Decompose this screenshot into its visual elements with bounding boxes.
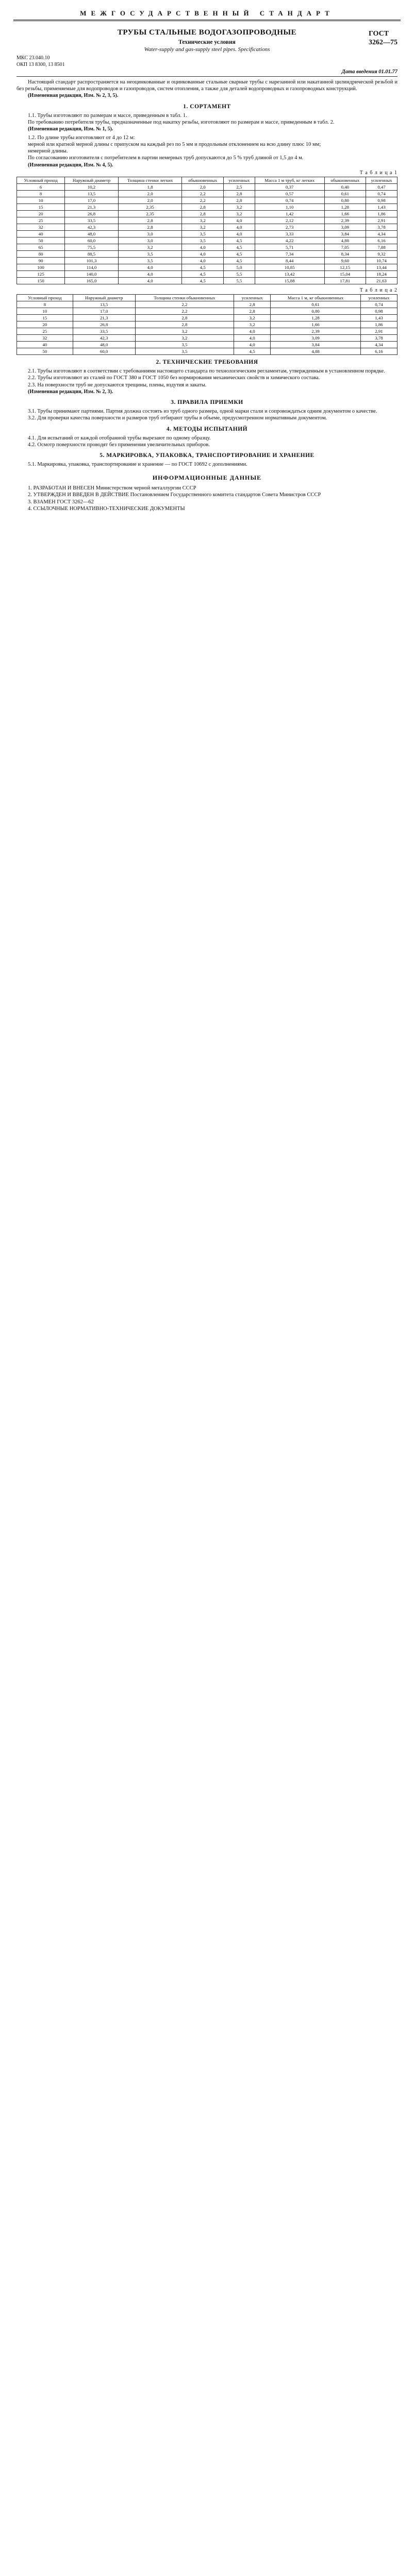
table-1-cell: 5,5 (223, 278, 255, 284)
table-1-header-cell: обыкновенных (324, 177, 366, 184)
table-1-cell: 125 (17, 271, 65, 278)
table-1-cell: 4,0 (223, 231, 255, 238)
table-1-cell: 2,8 (182, 204, 224, 211)
table-1-row (17, 217, 398, 224)
table-2-row (17, 342, 398, 348)
s3-paragraph: 3.2. Для проверки качества поверхности и размеров труб отбирают трубы в объеме, предусмотренном нормативным документом. (28, 415, 327, 421)
table-2-cell: 3,5 (135, 342, 234, 348)
gost-label: ГОСТ (369, 30, 389, 38)
table-2-cell: 1,28 (271, 315, 361, 321)
table-2-cell: 4,5 (234, 348, 271, 355)
table-1-row (17, 191, 398, 197)
table-2-cell: 3,84 (271, 342, 361, 348)
table-1-cell: 3,84 (324, 231, 366, 238)
table-1-cell: 4,0 (223, 224, 255, 231)
s1-paragraph: По требованию потребителя трубы, предназначенные под накатку резьбы, изготовляют по размерам и массе, приведенным в табл. 2. (28, 120, 335, 126)
table-2-cell: 4,0 (234, 335, 271, 342)
table-1-cell: 4,0 (223, 217, 255, 224)
table-1-cell: 4,5 (182, 264, 224, 271)
section-4-heading: 4. МЕТОДЫ ИСПЫТАНИЙ (166, 426, 248, 432)
table-2-cell: 17,0 (73, 308, 135, 315)
table-2-row (17, 301, 398, 308)
table-1-cell: 8,44 (255, 258, 324, 264)
table-1-cell: 4,34 (366, 231, 398, 238)
table-2-cell: 21,3 (73, 315, 135, 321)
table-2 (16, 294, 398, 355)
table-1-cell: 3,5 (182, 231, 224, 238)
table-2-cell: 6,16 (360, 348, 397, 355)
table-1-cell: 3,0 (118, 238, 182, 244)
table-1-cell: 5,71 (255, 244, 324, 251)
table-1-cell: 2,8 (223, 197, 255, 204)
table-2-cell: 0,80 (271, 308, 361, 315)
table-2-cell: 4,88 (271, 348, 361, 355)
table-1-cell: 165,0 (65, 278, 119, 284)
table-1-cell: 17,0 (65, 197, 119, 204)
table-1-cell: 15,04 (324, 271, 366, 278)
table-1-cell: 48,0 (65, 231, 119, 238)
table-1-cell: 8 (17, 191, 65, 197)
gost-number: 3262—75 (369, 39, 398, 46)
table-1-cell: 4,0 (182, 244, 224, 251)
table-1-cell: 0,47 (366, 184, 398, 191)
table-2-cell: 1,86 (360, 321, 397, 328)
table-2-row (17, 315, 398, 321)
table-1-cell: 21,63 (366, 278, 398, 284)
table-2-cell: 3,2 (135, 335, 234, 342)
table-1-cell: 2,35 (118, 204, 182, 211)
table-1-cell: 5,5 (223, 271, 255, 278)
table-1-header-cell: Наружный диаметр (65, 177, 119, 184)
table-1-cell: 1,86 (366, 211, 398, 217)
table-1-row (17, 264, 398, 271)
table-1-cell: 33,5 (65, 217, 119, 224)
table-1-cell: 15 (17, 204, 65, 211)
table-1-cell: 3,5 (182, 238, 224, 244)
s1-paragraph: мерной или кратной мерной длины с припуском на каждый рез по 5 мм и продольным отклонением на всю длину плюс 10 мм; (28, 142, 321, 148)
table-1-row (17, 278, 398, 284)
document-subtitle: Технические условия (178, 39, 236, 45)
table-2-cell: 2,8 (135, 321, 234, 328)
table-1-cell: 2,8 (182, 211, 224, 217)
table-2-cell: 0,98 (360, 308, 397, 315)
table-1-cell: 0,40 (324, 184, 366, 191)
table-1-cell: 7,88 (366, 244, 398, 251)
table-1-cell: 4,0 (118, 278, 182, 284)
table-1-cell: 3,2 (182, 217, 224, 224)
table-1-cell: 40 (17, 231, 65, 238)
table-1-cell: 10,74 (366, 258, 398, 264)
table-2-row (17, 308, 398, 315)
table-1-cell: 2,12 (255, 217, 324, 224)
table-2-header-cell: усиленных (360, 295, 397, 301)
table-1-cell: 4,88 (324, 238, 366, 244)
table-1-cell: 2,0 (118, 191, 182, 197)
table-1-cell: 8,34 (324, 251, 366, 258)
table-1-cell: 90 (17, 258, 65, 264)
info-heading: ИНФОРМАЦИОННЫЕ ДАННЫЕ (152, 474, 262, 482)
table-1-cell: 6 (17, 184, 65, 191)
table-2-cell: 42,3 (73, 335, 135, 342)
table-1-cell: 0,74 (255, 197, 324, 204)
table-1-cell: 2,8 (118, 217, 182, 224)
s3-paragraph: 3.1. Трубы принимают партиями. Партия должна состоять из труб одного размера, одной марки стали и сопровождаться одним документом о качестве. (28, 409, 377, 415)
table-1-cell: 4,5 (223, 238, 255, 244)
table-1-header-cell: Масса 1 м труб, кг легких (255, 177, 324, 184)
section-5-heading: 5. МАРКИРОВКА, УПАКОВКА, ТРАНСПОРТИРОВАНИЕ И ХРАНЕНИЕ (100, 452, 314, 459)
s2-paragraph: 2.3. На поверхности труб не допускаются трещины, плены, вздутия и закаты. (28, 382, 207, 388)
table-2-cell: 32 (17, 335, 73, 342)
table-1-cell: 1,10 (255, 204, 324, 211)
table-1-cell: 3,09 (324, 224, 366, 231)
table-1-cell: 2,0 (118, 197, 182, 204)
title-block (16, 28, 398, 68)
table-2-cell: 2,39 (271, 328, 361, 335)
table-2-header-cell: Масса 1 м, кг обыкновенных (271, 295, 361, 301)
table-1-cell: 2,35 (118, 211, 182, 217)
table-1-cell: 18,24 (366, 271, 398, 278)
table-1-cell: 4,0 (118, 264, 182, 271)
table-1-cell: 7,05 (324, 244, 366, 251)
table-1-cell: 3,2 (118, 244, 182, 251)
effective-date: Дата введения 01.01.77 (16, 69, 398, 77)
table-1-cell: 2,39 (324, 217, 366, 224)
info-item: 1. РАЗРАБОТАН И ВНЕСЕН Министерством черной металлургии СССР (28, 485, 196, 492)
table-2-cell: 3,09 (271, 335, 361, 342)
table-1-cell: 2,8 (223, 191, 255, 197)
table-1-cell: 10 (17, 197, 65, 204)
table-1-cell: 9,60 (324, 258, 366, 264)
table-2-cell: 3,78 (360, 335, 397, 342)
table-1-cell: 88,5 (65, 251, 119, 258)
table-1-row (17, 251, 398, 258)
s5-paragraph: 5.1. Маркировка, упаковка, транспортирование и хранение — по ГОСТ 10692 с дополнениями. (28, 462, 247, 468)
table-2-cell: 60,0 (73, 348, 135, 355)
table-1-cell: 2,2 (182, 191, 224, 197)
table-1-header-cell: усиленных (223, 177, 255, 184)
table-2-cell: 26,8 (73, 321, 135, 328)
table-1-cell: 4,5 (223, 251, 255, 258)
table-1-cell: 1,42 (255, 211, 324, 217)
table-2-cell: 2,2 (135, 301, 234, 308)
table-1-row (17, 204, 398, 211)
table-2-cell: 0,61 (271, 301, 361, 308)
info-item: 2. УТВЕРЖДЕН И ВВЕДЕН В ДЕЙСТВИЕ Постановлением Государственного комитета стандартов Совета Министров СССР (28, 492, 321, 498)
info-item: 3. ВЗАМЕН ГОСТ 3262—62 (28, 499, 94, 505)
table-1-cell: 50 (17, 238, 65, 244)
table-2-cell: 8 (17, 301, 73, 308)
table-1-cell: 3,0 (118, 231, 182, 238)
table-1-cell: 3,5 (118, 258, 182, 264)
table-1-cell: 4,5 (182, 271, 224, 278)
table-2-cell: 25 (17, 328, 73, 335)
table-1-cell: 5,0 (223, 264, 255, 271)
table-2-header-cell: Условный проход (17, 295, 73, 301)
table-1-cell: 150 (17, 278, 65, 284)
table-2-cell: 2,2 (135, 308, 234, 315)
table-2-header-cell: Наружный диаметр (73, 295, 135, 301)
table-1-cell: 25 (17, 217, 65, 224)
table-1-cell: 3,2 (223, 204, 255, 211)
table-1-row (17, 224, 398, 231)
s1-note: (Измененная редакция, Изм. № 1, 5). (28, 126, 113, 132)
table-2-cell: 40 (17, 342, 73, 348)
table-1-cell: 42,3 (65, 224, 119, 231)
table-2-cell: 1,43 (360, 315, 397, 321)
table-2-cell: 4,34 (360, 342, 397, 348)
table-1-cell: 12,15 (324, 264, 366, 271)
table-1-cell: 15,88 (255, 278, 324, 284)
table-1-cell: 1,66 (324, 211, 366, 217)
table-1-cell: 10,85 (255, 264, 324, 271)
table-1-header-cell: Толщина стенки легких (118, 177, 182, 184)
table-1-cell: 2,2 (182, 197, 224, 204)
s4-paragraph: 4.1. Для испытаний от каждой отобранной трубы вырезают по одному образцу. (28, 435, 211, 441)
table-1-cell: 140,0 (65, 271, 119, 278)
table-1-row (17, 231, 398, 238)
table-1-cell: 1,43 (366, 204, 398, 211)
table-1-cell: 17,81 (324, 278, 366, 284)
info-item: 4. ССЫЛОЧНЫЕ НОРМАТИВНО-ТЕХНИЧЕСКИЕ ДОКУМЕНТЫ (28, 505, 185, 512)
table-1-cell: 10,2 (65, 184, 119, 191)
table-2-cell: 3,5 (135, 348, 234, 355)
table-1-header-cell: обыкновенных (182, 177, 224, 184)
table-1-cell: 13,5 (65, 191, 119, 197)
table-1-cell: 4,0 (182, 251, 224, 258)
table-2-row (17, 335, 398, 342)
table-1-cell: 0,37 (255, 184, 324, 191)
document-subtitle-en: Water-supply and gas-supply steel pipes. Specifications (144, 46, 270, 53)
table-1-cell: 2,73 (255, 224, 324, 231)
section-2-heading: 2. ТЕХНИЧЕСКИЕ ТРЕБОВАНИЯ (156, 359, 258, 366)
table-1-cell: 0,57 (255, 191, 324, 197)
s2-paragraph: 2.1. Трубы изготовляют в соответствии с требованиями настоящего стандарта по технологическим регламентам, утвержденным в установленном порядке. (28, 368, 385, 375)
s1-paragraph: По согласованию изготовителя с потребителем в партии немерных труб допускаются до 5 % труб длиной от 1,5 до 4 м. (28, 155, 304, 161)
table-1-cell: 1,28 (324, 204, 366, 211)
table-1-cell: 4,0 (118, 271, 182, 278)
table-1-cell: 2,91 (366, 217, 398, 224)
gost-designation (369, 29, 398, 47)
table-1-cell: 2,8 (118, 224, 182, 231)
table-1 (16, 177, 398, 284)
table-1-row (17, 184, 398, 191)
table-1-cell: 26,8 (65, 211, 119, 217)
table-2-cell: 0,74 (360, 301, 397, 308)
table-1-row (17, 244, 398, 251)
table-1-row (17, 211, 398, 217)
table-2-cell: 3,2 (234, 321, 271, 328)
table-1-cell: 65 (17, 244, 65, 251)
table-1-row (17, 258, 398, 264)
table-2-cell: 13,5 (73, 301, 135, 308)
section-3-heading: 3. ПРАВИЛА ПРИЕМКИ (171, 399, 243, 406)
table-1-cell: 4,5 (223, 258, 255, 264)
intro-amendment-note: (Измененная редакция, Изм. № 2, 3, 5). (28, 93, 119, 99)
mks-code: МКС 23.040.10 (16, 55, 50, 61)
table-2-header-cell: усиленных (234, 295, 271, 301)
table-1-cell: 3,2 (223, 211, 255, 217)
table-2-cell: 4,0 (234, 342, 271, 348)
table-1-label: Т а б л и ц а 1 (359, 170, 398, 176)
table-2-cell: 2,91 (360, 328, 397, 335)
table-1-cell: 7,34 (255, 251, 324, 258)
table-1-cell: 1,8 (118, 184, 182, 191)
table-1-cell: 101,3 (65, 258, 119, 264)
okp-code: ОКП 13 8300, 13 8501 (16, 62, 65, 67)
table-1-cell: 75,5 (65, 244, 119, 251)
standard-banner (13, 0, 401, 21)
table-2-row (17, 321, 398, 328)
table-2-cell: 2,8 (135, 315, 234, 321)
table-1-cell: 6,16 (366, 238, 398, 244)
s1-paragraph: 1.2. По длине трубы изготовляют от 4 до 12 м: (28, 134, 135, 141)
table-2-cell: 3,2 (135, 328, 234, 335)
table-1-cell: 100 (17, 264, 65, 271)
table-1-cell: 80 (17, 251, 65, 258)
table-1-cell: 9,32 (366, 251, 398, 258)
table-1-row (17, 238, 398, 244)
section-1-heading: 1. СОРТАМЕНТ (183, 103, 231, 110)
table-1-cell: 4,5 (223, 244, 255, 251)
table-2-cell: 10 (17, 308, 73, 315)
table-1-cell: 32 (17, 224, 65, 231)
table-1-cell: 2,0 (182, 184, 224, 191)
table-2-cell: 20 (17, 321, 73, 328)
table-1-cell: 2,5 (223, 184, 255, 191)
table-1-cell: 3,33 (255, 231, 324, 238)
table-1-cell: 3,5 (118, 251, 182, 258)
s1-paragraph: немерной длины. (28, 148, 68, 155)
table-2-cell: 48,0 (73, 342, 135, 348)
table-2-header-cell: Толщина стенки обыкновенных (135, 295, 234, 301)
table-2-cell: 15 (17, 315, 73, 321)
table-1-cell: 21,3 (65, 204, 119, 211)
table-2-cell: 3,2 (234, 315, 271, 321)
s1-paragraph: 1.1. Трубы изготовляют по размерам и массе, приведенным в табл. 1. (28, 112, 187, 118)
table-2-cell: 2,8 (234, 308, 271, 315)
table-1-cell: 3,78 (366, 224, 398, 231)
table-2-row (17, 348, 398, 355)
table-2-cell: 4,0 (234, 328, 271, 335)
table-1-cell: 0,80 (324, 197, 366, 204)
table-2-cell: 1,66 (271, 321, 361, 328)
s2-note: (Измененная редакция, Изм. № 2, 3). (28, 388, 113, 395)
table-1-cell: 0,74 (366, 191, 398, 197)
s4-paragraph: 4.2. Осмотр поверхности проводят без применения увеличительных приборов. (28, 442, 210, 448)
table-1-cell: 13,44 (366, 264, 398, 271)
table-1-cell: 0,98 (366, 197, 398, 204)
intro-paragraph: Настоящий стандарт распространяется на неоцинкованные и оцинкованные стальные сварные трубы с нарезанной или накатанной цилиндрической резьбой и без резьбы, применяемые для водопроводов и газопроводов, систем отопления, а также для деталей водопроводных и газопроводных конструкций. (16, 79, 398, 92)
table-1-cell: 60,0 (65, 238, 119, 244)
table-2-row (17, 328, 398, 335)
table-1-cell: 114,0 (65, 264, 119, 271)
classification-codes (16, 55, 398, 68)
table-1-cell: 4,0 (182, 258, 224, 264)
table-1-cell: 3,2 (182, 224, 224, 231)
banner-text: МЕЖГОСУДАРСТВЕННЫЙ СТАНДАРТ (80, 9, 334, 17)
table-2-cell: 2,8 (234, 301, 271, 308)
document-title: ТРУБЫ СТАЛЬНЫЕ ВОДОГАЗОПРОВОДНЫЕ (117, 28, 297, 37)
table-2-label: Т а б л и ц а 2 (359, 287, 398, 294)
table-1-row (17, 271, 398, 278)
table-1-header-cell: усиленных (366, 177, 398, 184)
table-1-cell: 13,42 (255, 271, 324, 278)
table-1-cell: 4,5 (182, 278, 224, 284)
s2-paragraph: 2.2. Трубы изготовляют из сталей по ГОСТ 380 и ГОСТ 1050 без нормирования механических свойств и химического состава. (28, 375, 320, 381)
table-2-cell: 33,5 (73, 328, 135, 335)
table-1-cell: 0,61 (324, 191, 366, 197)
table-1-header-cell: Условный проход (17, 177, 65, 184)
table-1-cell: 4,22 (255, 238, 324, 244)
table-1-cell: 20 (17, 211, 65, 217)
s1-note: (Измененная редакция, Изм. № 4, 5). (28, 162, 113, 168)
table-2-cell: 50 (17, 348, 73, 355)
table-1-row (17, 197, 398, 204)
